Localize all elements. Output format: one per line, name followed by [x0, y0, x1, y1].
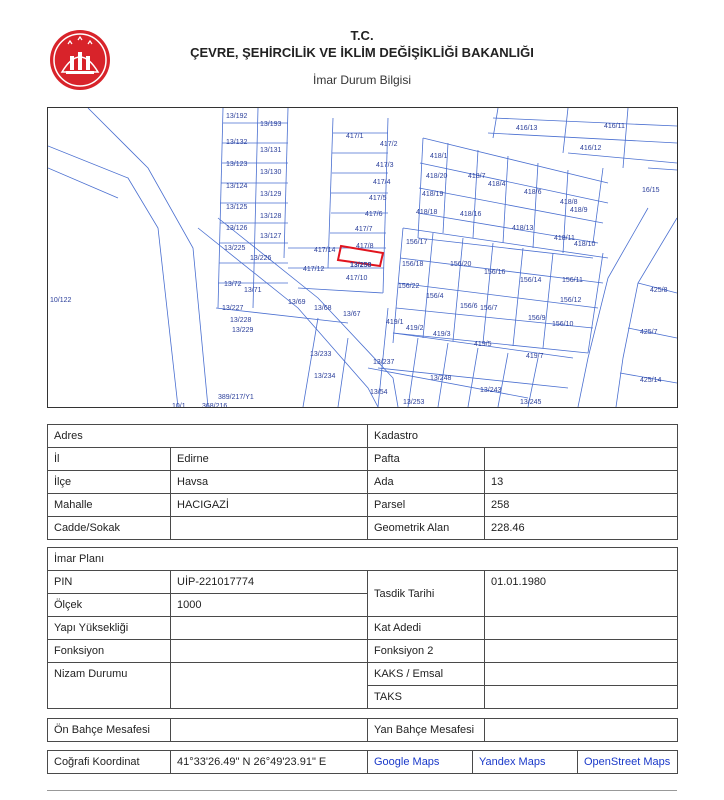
openstreet-maps-link[interactable]: OpenStreet Maps — [584, 756, 671, 768]
function-value — [171, 640, 368, 663]
zoning-plan-table — [47, 547, 678, 709]
floor-count-label: Kat Adedi — [368, 617, 485, 640]
parcel-label: 418/8 — [560, 199, 578, 206]
bottom-divider — [47, 790, 677, 791]
parcel-label: 13/128 — [260, 213, 282, 220]
parcel-label: 13/68 — [314, 305, 332, 312]
parcel-label: 418/6 — [524, 189, 542, 196]
parcel-value: 258 — [485, 494, 678, 517]
parcel-label: 13/54 — [370, 389, 388, 396]
side-setback-value — [485, 719, 678, 742]
parcel-label: 13/226 — [250, 255, 272, 262]
parcel-label: 156/20 — [450, 261, 472, 268]
parcel-label: 13/123 — [226, 161, 248, 168]
google-maps-link[interactable]: Google Maps — [374, 756, 440, 768]
parcel-label: 419/7 — [526, 353, 544, 360]
street-value — [171, 517, 368, 540]
parcel-label: 13/72 — [224, 281, 242, 288]
parcel-label: 417/12 — [303, 266, 325, 273]
province-value: Edirne — [171, 448, 368, 471]
parcel-label: 156/9 — [528, 315, 546, 322]
parcel-label: 13/253 — [403, 399, 425, 406]
plan-section-label: İmar Planı — [48, 548, 678, 571]
parcel-label: 418/10 — [574, 241, 596, 248]
parcel-label: 156/14 — [520, 277, 542, 284]
parcel-label: 418/9 — [570, 207, 588, 214]
parcel-label: 13/71 — [244, 287, 262, 294]
google-maps-cell — [368, 751, 473, 774]
order-label: Nizam Durumu — [48, 663, 171, 709]
parcel-label: 13/193 — [260, 121, 282, 128]
province-label: İl — [48, 448, 171, 471]
parcel-label: 156/18 — [402, 261, 424, 268]
coordinates-value: 41°33'26.49" N 26°49'23.91" E — [171, 751, 368, 774]
building-height-label: Yapı Yüksekliği — [48, 617, 171, 640]
parcel-label: 389/217/Y1 — [218, 394, 254, 401]
front-setback-value — [171, 719, 368, 742]
street-label: Cadde/Sokak — [48, 517, 171, 540]
parcel-label: 156/16 — [484, 269, 506, 276]
parcel-label: 417/4 — [373, 179, 391, 186]
parcel-label: 419/1 — [386, 319, 404, 326]
pin-value: UİP-221017774 — [171, 571, 368, 594]
parcel-label: 13/229 — [232, 327, 254, 334]
area-label: Geometrik Alan — [368, 517, 485, 540]
parcel-label: 419/5 — [474, 341, 492, 348]
parcel-label: Parsel — [368, 494, 485, 517]
parcel-label: 13/67 — [343, 311, 361, 318]
pin-label: PIN — [48, 571, 171, 594]
org-name: T.C. — [350, 28, 374, 43]
parcel-label: 425/7 — [640, 329, 658, 336]
taks-label: TAKS — [368, 686, 485, 709]
parcel-label: 13/234 — [314, 373, 336, 380]
parcel-label: 418/16 — [460, 211, 482, 218]
cadastre-section-label: Kadastro — [368, 425, 678, 448]
side-setback-label: Yan Bahçe Mesafesi — [368, 719, 485, 742]
parcel-label: 418/13 — [512, 225, 534, 232]
function2-label: Fonksiyon 2 — [368, 640, 485, 663]
parcel-label: 13/243 — [480, 387, 502, 394]
parcel-label: 425/14 — [640, 377, 662, 384]
parcel-map[interactable] — [47, 107, 678, 408]
area-value: 228.46 — [485, 517, 678, 540]
scale-label: Ölçek — [48, 594, 171, 617]
parcel-label: 13/124 — [226, 183, 248, 190]
parcel-label: 13/237 — [373, 359, 395, 366]
parcel-label: 13/129 — [260, 191, 282, 198]
parcel-label: 418/4 — [488, 181, 506, 188]
parcel-label: 10/1 — [172, 403, 186, 407]
parcel-label: 417/1 — [346, 133, 364, 140]
parcel-label: 418/20 — [426, 173, 448, 180]
sheet-value — [485, 448, 678, 471]
parcel-label: 13/132 — [226, 139, 248, 146]
parcel-label: 368/216 — [202, 403, 228, 407]
parcel-label: 13/245 — [520, 399, 542, 406]
parcel-map-svg — [48, 108, 677, 407]
parcel-label: 156/22 — [398, 283, 420, 290]
parcel-label: 13/125 — [226, 204, 248, 211]
kaks-label: KAKS / Emsal — [368, 663, 485, 686]
parcel-label: 13/192 — [226, 113, 248, 120]
parcel-label: 418/7 — [468, 173, 486, 180]
approval-date-value: 01.01.1980 — [485, 571, 678, 617]
parcel-label: 13/130 — [260, 169, 282, 176]
function-label: Fonksiyon — [48, 640, 171, 663]
parcel-label: 156/10 — [552, 321, 574, 328]
osm-maps-cell — [578, 751, 678, 774]
parcel-label: 416/11 — [604, 123, 625, 130]
coordinates-table — [47, 750, 678, 774]
parcel-label: 156/6 — [460, 303, 478, 310]
ministry-name: ÇEVRE, ŞEHİRCİLİK VE İKLİM DEĞİŞİKLİĞİ BAKANLIĞI — [190, 45, 534, 60]
sheet-label: Pafta — [368, 448, 485, 471]
parcel-label: 417/8 — [356, 243, 374, 250]
parcel-label: 417/7 — [355, 226, 373, 233]
parcel-label: 417/10 — [346, 275, 368, 282]
parcel-label: 13/227 — [222, 305, 244, 312]
yandex-maps-link[interactable]: Yandex Maps — [479, 756, 546, 768]
neighborhood-value: HACIGAZİ — [171, 494, 368, 517]
parcel-label: 13/126 — [226, 225, 248, 232]
parcel-label: 419/3 — [433, 331, 451, 338]
parcel-label: 418/18 — [416, 209, 438, 216]
parcel-label: 416/13 — [516, 125, 538, 132]
block-value: 13 — [485, 471, 678, 494]
parcel-label: 417/3 — [376, 162, 394, 169]
taks-value — [485, 686, 678, 709]
building-height-value — [171, 617, 368, 640]
parcel-label: 156/4 — [426, 293, 444, 300]
parcel-label: 13/131 — [260, 147, 282, 154]
block-label: Ada — [368, 471, 485, 494]
document-title: İmar Durum Bilgisi — [312, 73, 411, 87]
district-value: Havsa — [171, 471, 368, 494]
document-header — [0, 0, 724, 100]
parcel-label: 156/17 — [406, 239, 428, 246]
parcel-label: 418/11 — [554, 235, 575, 242]
parcel-label: 13/69 — [288, 299, 306, 306]
parcel-label: 13/233 — [310, 351, 332, 358]
parcel-label: 425/8 — [650, 287, 668, 294]
front-setback-label: Ön Bahçe Mesafesi — [48, 719, 171, 742]
parcel-label: 13/228 — [230, 317, 252, 324]
approval-date-label: Tasdik Tarihi — [368, 571, 485, 617]
parcel-label: 13/248 — [430, 375, 452, 382]
parcel-label: 416/12 — [580, 145, 602, 152]
coordinates-label: Coğrafi Koordinat — [48, 751, 171, 774]
order-value — [171, 663, 368, 709]
parcel-label: 13/225 — [224, 245, 246, 252]
parcel-label: 156/11 — [562, 277, 583, 284]
address-section-label: Adres — [48, 425, 368, 448]
floor-count-value — [485, 617, 678, 640]
parcel-label: 417/5 — [369, 195, 387, 202]
parcel-label: 13/127 — [260, 233, 282, 240]
parcel-label: 417/2 — [380, 141, 398, 148]
setback-table — [47, 718, 678, 742]
parcel-label: 16/15 — [642, 187, 660, 194]
district-label: İlçe — [48, 471, 171, 494]
parcel-label: 10/122 — [50, 297, 72, 304]
scale-value: 1000 — [171, 594, 368, 617]
address-cadastre-table — [47, 424, 678, 540]
parcel-label: 13/258 — [350, 262, 372, 269]
parcel-label: 418/19 — [422, 191, 444, 198]
parcel-label: 419/2 — [406, 325, 424, 332]
parcel-label: 418/1 — [430, 153, 448, 160]
kaks-value — [485, 663, 678, 686]
neighborhood-label: Mahalle — [48, 494, 171, 517]
yandex-maps-cell — [473, 751, 578, 774]
parcel-label: 156/12 — [560, 297, 582, 304]
parcel-label: 417/6 — [365, 211, 383, 218]
parcel-label: 156/7 — [480, 305, 498, 312]
function2-value — [485, 640, 678, 663]
parcel-label: 417/14 — [314, 247, 336, 254]
